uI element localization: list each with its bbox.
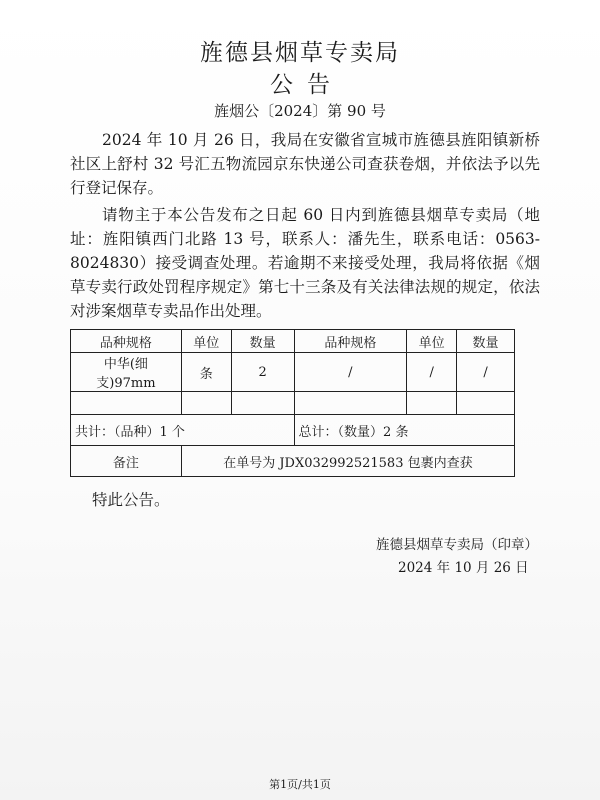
- header-cell: 品种规格: [294, 330, 407, 353]
- remark-label: 备注: [71, 446, 182, 477]
- table-header-row: [71, 330, 515, 353]
- total-quantity: 总计：（数量）2 条: [294, 415, 514, 446]
- table-cell: [407, 392, 457, 415]
- table-cell: 2: [231, 353, 294, 392]
- table-cell: /: [457, 353, 515, 392]
- agency-title: 旌德县烟草专卖局: [200, 40, 400, 66]
- table-cell: /: [294, 353, 407, 392]
- table-total-row: [71, 415, 515, 446]
- seizure-table: [70, 329, 515, 477]
- table-cell: 中华(细支)97mm: [71, 353, 182, 392]
- total-variety: 共计：（品种）1 个: [71, 415, 295, 446]
- header-cell: 数量: [457, 330, 515, 353]
- table-cell: /: [407, 353, 457, 392]
- page-footer: 第1页/共1页: [269, 778, 331, 791]
- header-cell: 单位: [407, 330, 457, 353]
- signature-date: 2024 年 10 月 26 日: [398, 560, 529, 576]
- table-cell: [71, 392, 182, 415]
- document-number: 旌烟公〔2024〕第 90 号: [214, 102, 386, 120]
- table-remark-row: [71, 446, 515, 477]
- header-cell: 数量: [231, 330, 294, 353]
- header-cell: 品种规格: [71, 330, 182, 353]
- table-row: [71, 392, 515, 415]
- table-cell: [457, 392, 515, 415]
- remark-value: 在单号为 JDX032992521583 包裹内查获: [181, 446, 514, 477]
- paragraph-instructions: 请物主于本公告发布之日起 60 日内到旌德县烟草专卖局（地址：旌阳镇西门北路 13 号，联系人：潘先生，联系电话：0563-8024830）接受调查处理。若逾期不来接受处理，我局将依据《烟草专卖行政处罚程序规定》第七十三条及有关法律法规的规定，依法对涉案烟草专卖品作出处理。: [70, 206, 540, 320]
- table-cell: 条: [181, 353, 231, 392]
- table-cell: [231, 392, 294, 415]
- announcement-title: 公告: [270, 72, 344, 98]
- table-cell: [181, 392, 231, 415]
- table-cell: [294, 392, 407, 415]
- signature-org: 旌德县烟草专卖局（印章）: [376, 537, 538, 553]
- closing-line: 特此公告。: [92, 491, 170, 509]
- header-cell: 单位: [181, 330, 231, 353]
- table-row: [71, 353, 515, 392]
- paragraph-seizure: 2024 年 10 月 26 日，我局在安徽省宣城市旌德县旌阳镇新桥社区上舒村 32 号汇五物流园京东快递公司查获卷烟，并依法予以先行登记保存。: [70, 131, 540, 197]
